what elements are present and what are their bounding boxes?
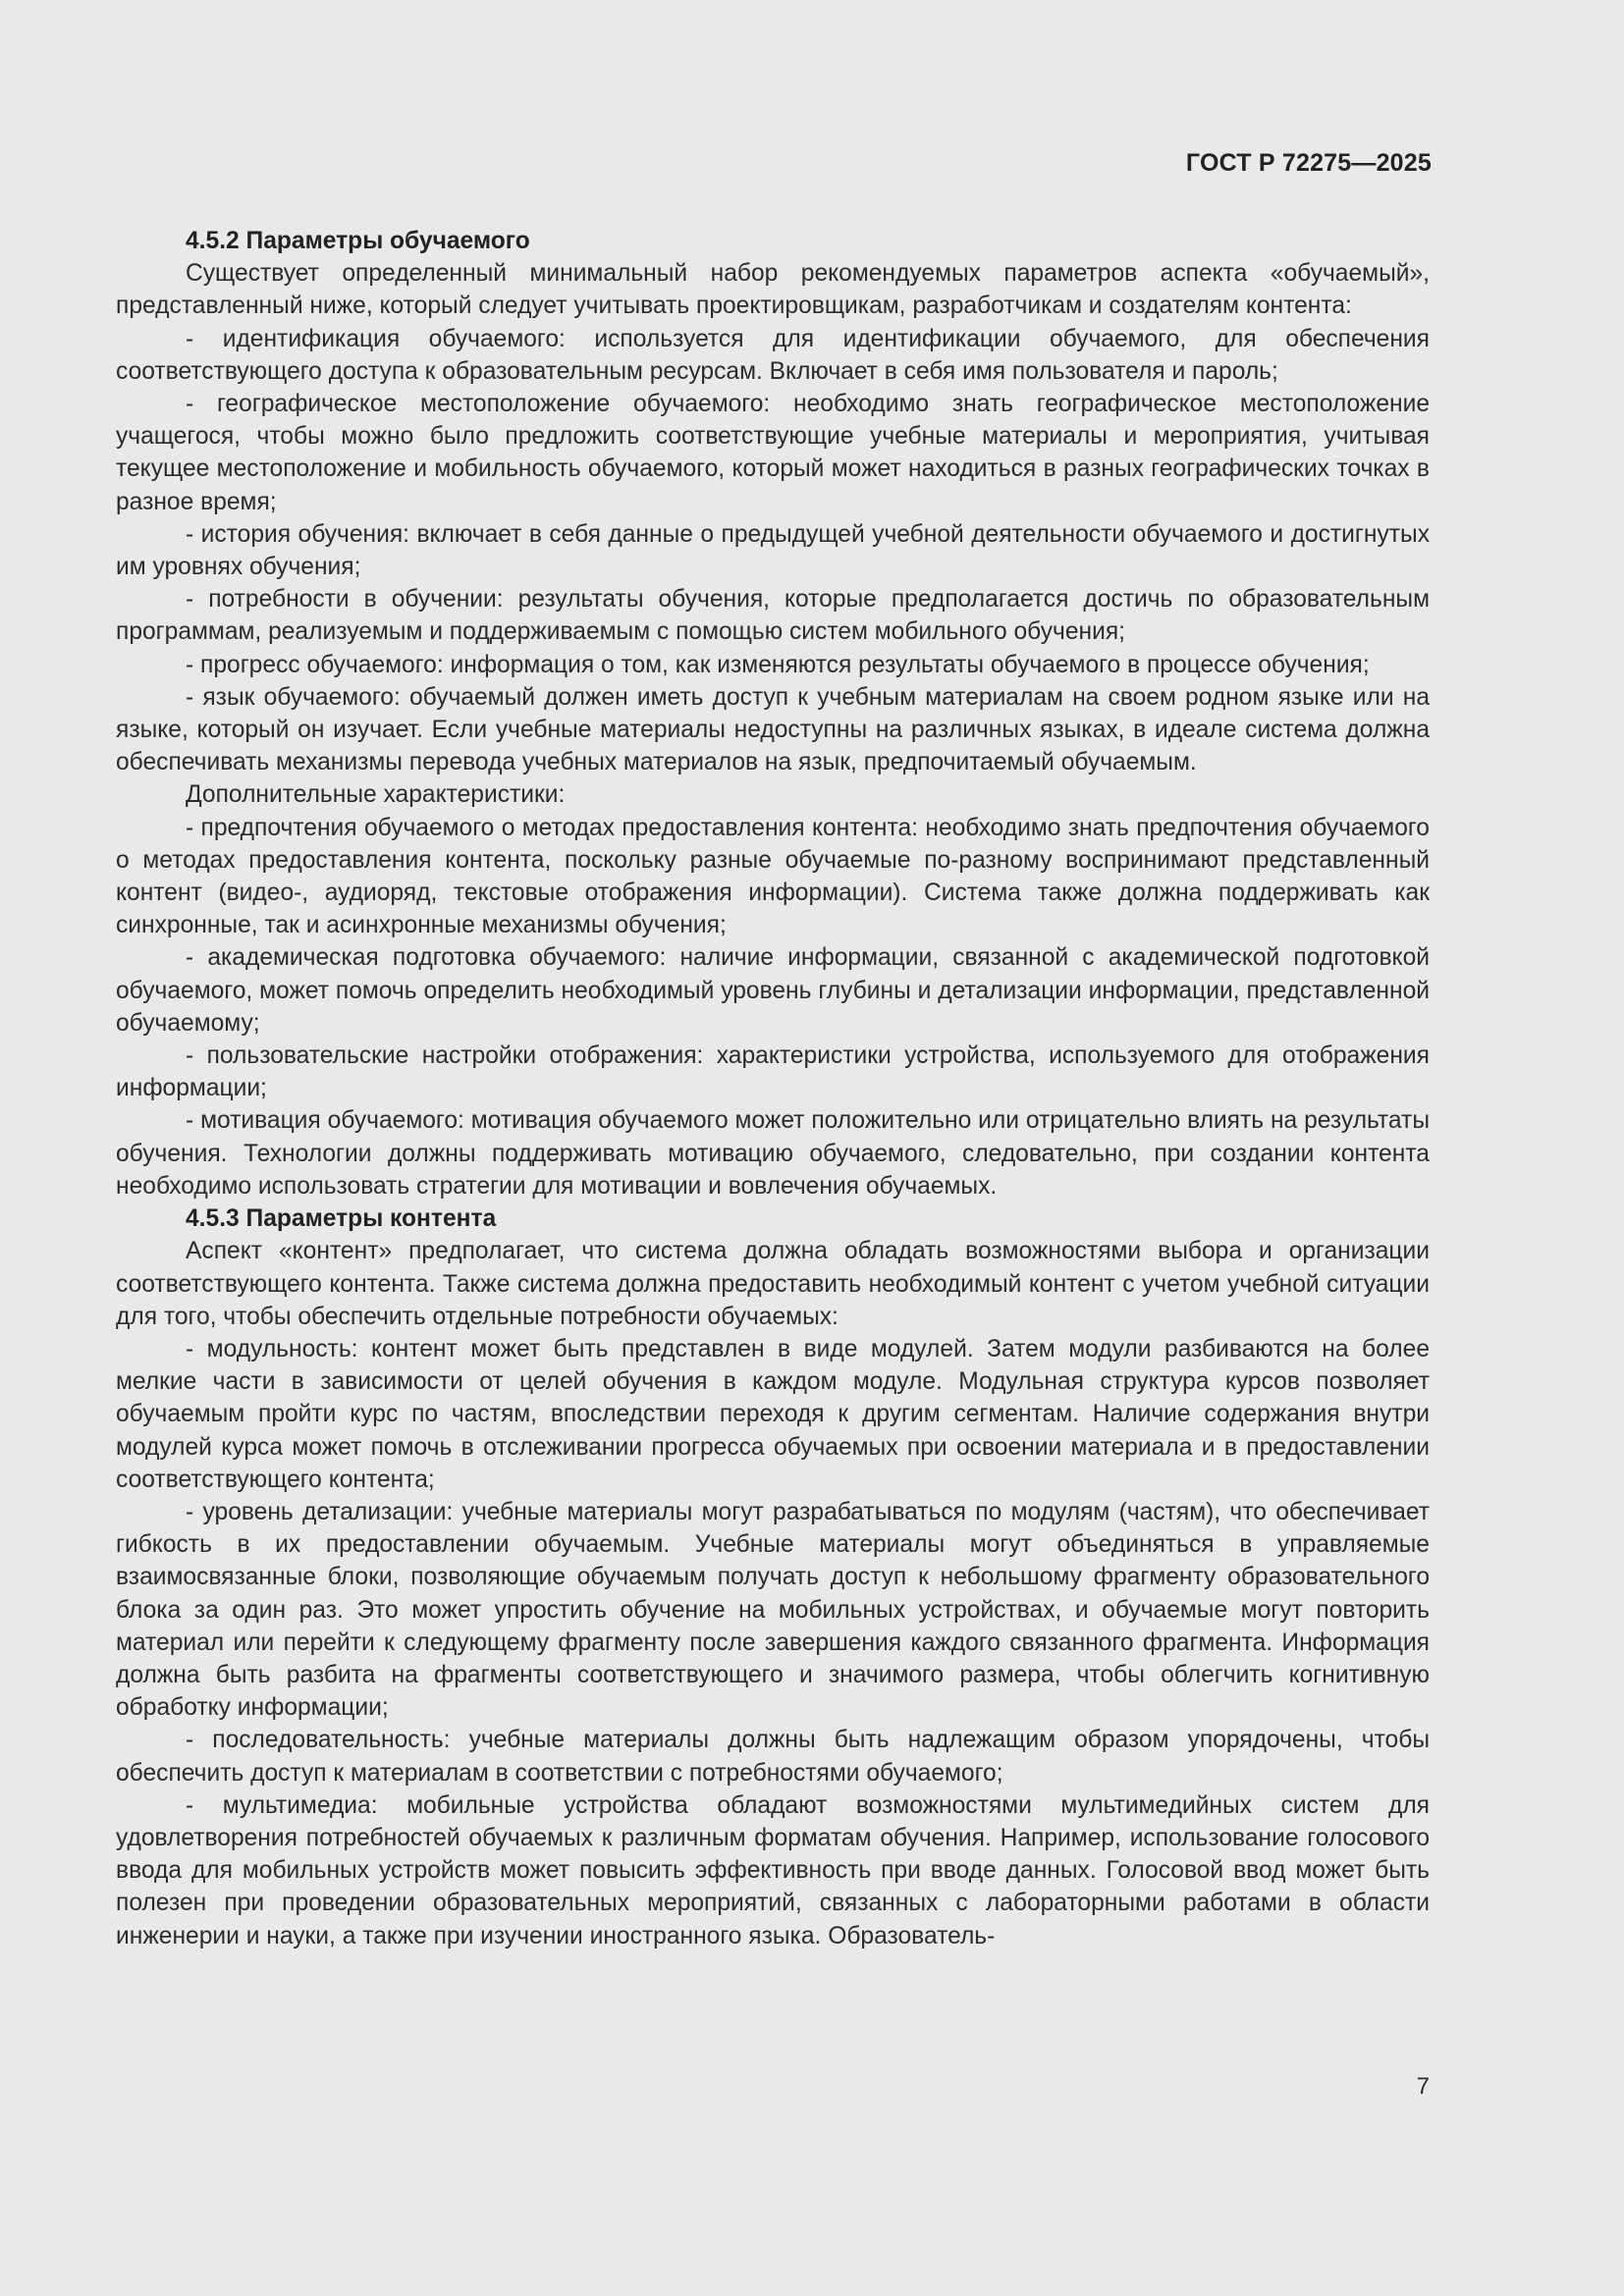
document-id-header: ГОСТ Р 72275—2025 (1185, 149, 1432, 177)
list-item: - история обучения: включает в себя данные о предыдущей учебной деятельности обучаемого и достигнутых им уровнях обучения; (116, 520, 1430, 581)
list-item: - мотивация обучаемого: мотивация обучаемого может положительно или отрицательно влиять на результаты обучения. Технологии должны поддерживать мотивацию обучаемого, следовательно, при создании контента необходимо использовать стратегии для мотивации и вовлечения обучаемых. (116, 1107, 1430, 1200)
list-item: - модульность: контент может быть представлен в виде модулей. Затем модули разбиваются на более мелкие части в зависимости от целей обучения в каждом модуле. Модульная структура курсов позволяет обучаемым пройти курс по частям, впоследствии переходя к другим сегментам. Наличие содержания внутри модулей курса может помочь в отслеживании прогресса обучаемых при освоении материала и в предоставлении соответствующего контента; (116, 1335, 1430, 1493)
list-item: - академическая подготовка обучаемого: наличие информации, связанной с академической подготовкой обучаемого, может помочь определить необходимый уровень глубины и детализации информации, представленной обучаемому; (116, 944, 1430, 1037)
section-heading: 4.5.3 Параметры контента (186, 1205, 497, 1233)
list-item: - последовательность: учебные материалы должны быть надлежащим образом упорядочены, чтобы обеспечить доступ к материалам в соответствии с потребностями обучаемого; (116, 1727, 1430, 1787)
list-item: - уровень детализации: учебные материалы могут разрабатываться по модулям (частям), что обеспечивает гибкость в их предоставлении обучаемым. Учебные материалы могут объединяться в управляемые взаимосвязанные блоки, позволяющие обучаемым получать доступ к небольшому фрагменту образовательного блока за один раз. Это может упростить обучение на мобильных устройствах, и обучаемые могут повторить материал или перейти к следующему фрагменту после завершения каждого связанного фрагмента. Информация должна быть разбита на фрагменты соответствующего и значимого размера, чтобы облегчить когнитивную обработку информации; (116, 1498, 1430, 1722)
paragraph: Аспект «контент» предполагает, что система должна обладать возможностями выбора и организации соответствующего контента. Также система должна предоставить необходимый контент с учетом учебной ситуации для того, чтобы обеспечить отдельные потребности обучаемых: (116, 1238, 1430, 1330)
list-item: - пользовательские настройки отображения: характеристики устройства, используемого для отображения информации; (116, 1042, 1430, 1102)
paragraph: Дополнительные характеристики: (186, 781, 566, 809)
list-item: - прогресс обучаемого: информация о том, как изменяются результаты обучаемого в процессе обучения; (186, 651, 1370, 678)
list-item: - географическое местоположение обучаемого: необходимо знать географическое местоположение учащегося, чтобы можно было предложить соответствующие учебные материалы и мероприятия, учитывая текущее местоположение и мобильность обучаемого, который может находиться в разных географических точках в разное время; (116, 391, 1430, 515)
list-item: - язык обучаемого: обучаемый должен иметь доступ к учебным материалам на своем родном языке или на языке, который он изучает. Если учебные материалы недоступны на различных языках, в идеале система должна обеспечивать механизмы перевода учебных материалов на язык, предпочитаемый обучаемым. (116, 683, 1430, 776)
section-heading: 4.5.2 Параметры обучаемого (186, 228, 530, 254)
list-item: - предпочтения обучаемого о методах предоставления контента: необходимо знать предпочтения обучаемого о методах предоставления контента, поскольку разные обучаемые по-разному воспринимают представленный контент (видео-, аудиоряд, текстовые отображения информации). Система также должна поддерживать как синхронные, так и асинхронные механизмы обучения; (116, 814, 1430, 939)
paragraph: Существует определенный минимальный набор рекомендуемых параметров аспекта «обучаемый», представленный ниже, который следует учитывать проектировщикам, разработчикам и создателям контента: (116, 260, 1430, 320)
page-number: 7 (1416, 2073, 1430, 2100)
list-item: - мультимедиа: мобильные устройства обладают возможностями мультимедийных систем для удовлетворения потребностей обучаемых к различным форматам обучения. Например, использование голосового ввода для мобильных устройств может повысить эффективность при вводе данных. Голосовой ввод может быть полезен при проведении образовательных мероприятий, связанных с лабораторными работами в области инженерии и науки, а также при изучении иностранного языка. Образователь- (116, 1791, 1430, 1949)
document-body (116, 225, 1430, 1952)
list-item: - идентификация обучаемого: используется для идентификации обучаемого, для обеспечения соответствующего доступа к образовательным ресурсам. Включает в себя имя пользователя и пароль; (116, 325, 1430, 385)
list-item: - потребности в обучении: результаты обучения, которые предполагается достичь по образовательным программам, реализуемым и поддерживаемым с помощью систем мобильного обучения; (116, 586, 1430, 646)
